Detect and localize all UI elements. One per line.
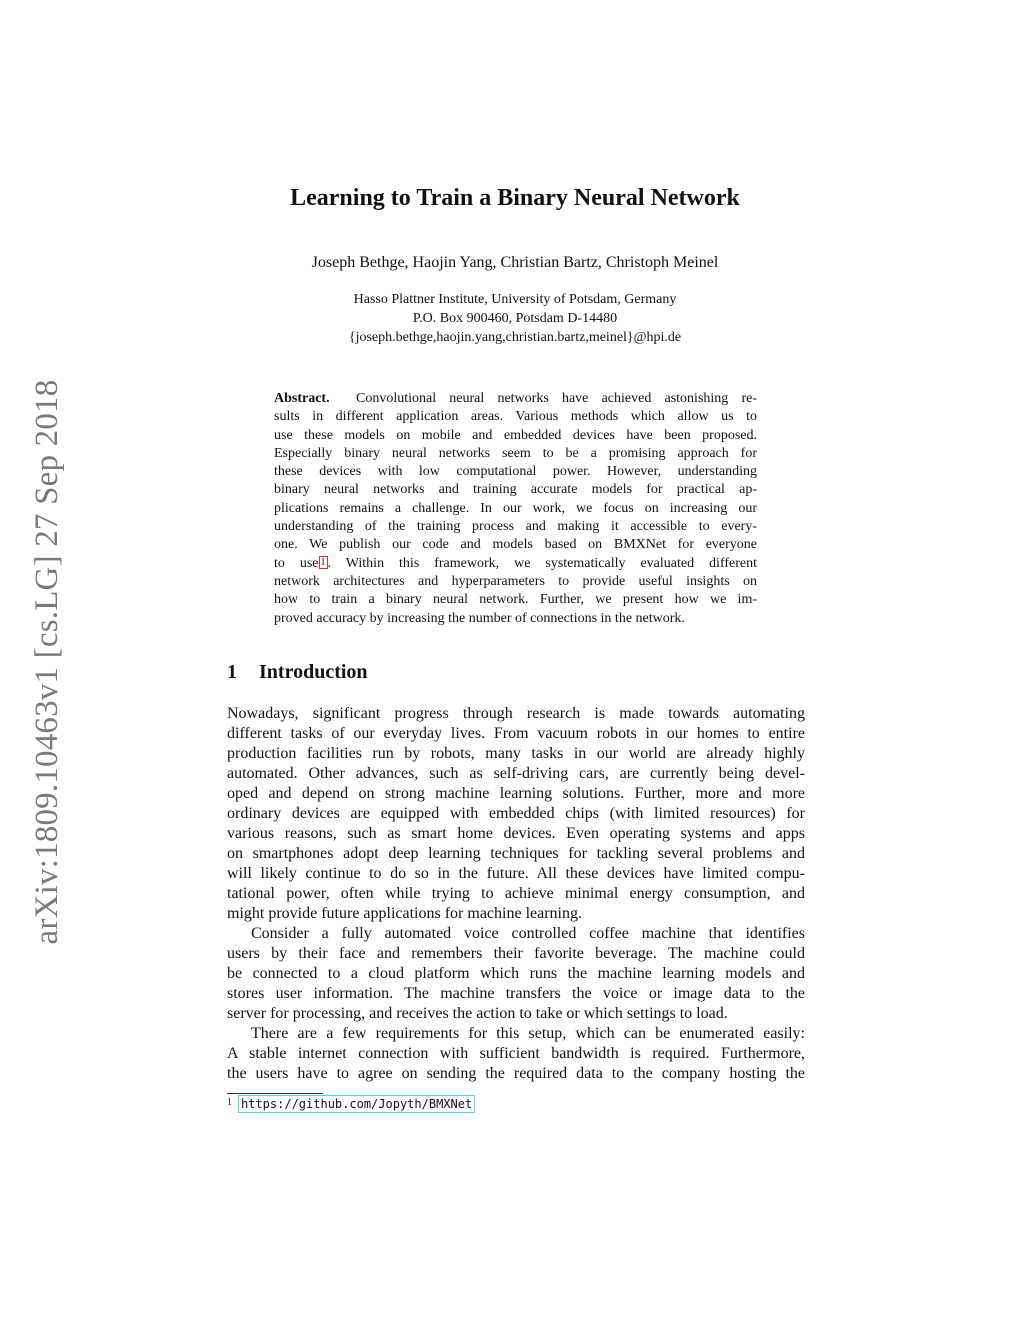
abstract-line: use these models on mobile and embedded devices have been proposed.	[274, 427, 757, 443]
abstract-line: binary neural networks and training accurate models for practical ap-	[274, 482, 757, 498]
abstract-line: understanding of the training process and making it accessible to every-	[274, 519, 757, 535]
body-line: There are a few requirements for this setup, which can be enumerated easily:	[251, 1025, 805, 1042]
section-number: 1	[227, 661, 237, 683]
body-line: stores user information. The machine transfers the voice or image data to the	[227, 985, 805, 1002]
body-line: A stable internet connection with sufficient bandwidth is required. Furthermore,	[227, 1045, 805, 1062]
footnote	[227, 1097, 475, 1112]
body-line: might provide future applications for machine learning.	[227, 905, 582, 922]
body-line: be connected to a cloud platform which runs the machine learning models and	[227, 965, 805, 982]
arxiv-identifier-stamp: arXiv:1809.10463v1 [cs.LG] 27 Sep 2018	[28, 379, 65, 945]
section-heading	[227, 661, 368, 684]
section-title: Introduction	[259, 661, 368, 683]
institute-line: Hasso Plattner Institute, University of Potsdam, Germany	[353, 292, 677, 307]
address-line: P.O. Box 900460, Potsdam D-14480	[412, 311, 618, 326]
body-line: users by their face and remembers their favorite beverage. The machine could	[227, 945, 805, 962]
footnote-ref-link[interactable]: 1	[320, 556, 326, 568]
abstract-line: Especially binary neural networks seem to be a promising approach for	[274, 445, 757, 461]
body-line: Consider a fully automated voice controlled coffee machine that identifies	[251, 925, 805, 942]
abstract-line: sults in different application areas. Various methods which allow us to	[274, 409, 757, 425]
affiliation-block	[0, 290, 1024, 347]
abstract-line: how to train a binary neural network. Further, we present how we im-	[274, 592, 757, 608]
emails-line[interactable]: {joseph.bethge,haojin.yang,christian.bartz,meinel}@hpi.de	[348, 330, 682, 345]
body-line: production facilities run by robots, many tasks in our world are already highly	[227, 745, 805, 762]
footnote-url-link[interactable]: https://github.com/Jopyth/BMXNet	[238, 1095, 475, 1113]
abstract-line: one. We publish our code and models based on BMXNet for everyone	[274, 537, 757, 553]
abstract	[274, 390, 757, 628]
body-line: oped and depend on strong machine learning solutions. Further, more and more	[227, 785, 805, 802]
abstract-line: network architectures and hyperparameters to provide useful insights on	[274, 573, 757, 589]
abstract-line: plications remains a challenge. In our work, we focus on increasing our	[274, 500, 757, 516]
body-line: ordinary devices are equipped with embedded chips (with limited resources) for	[227, 805, 805, 822]
body-line: automated. Other advances, such as self-driving cars, are currently being devel-	[227, 765, 805, 782]
author-list: Joseph Bethge, Haojin Yang, Christian Bartz, Christoph Meinel	[311, 254, 719, 271]
paper-title: Learning to Train a Binary Neural Network	[290, 185, 740, 211]
abstract-line: proved accuracy by increasing the number of connections in the network.	[274, 610, 685, 626]
abstract-line: to use 1 . Within this framework, we systematically evaluated different	[274, 555, 757, 571]
body-text	[227, 704, 805, 1084]
body-line: tational power, often while trying to achieve minimal energy consumption, and	[227, 885, 805, 902]
body-line: the users have to agree on sending the required data to the company hosting the	[227, 1065, 805, 1082]
body-line: will likely continue to do so in the future. All these devices have limited compu-	[227, 865, 805, 882]
body-line: different tasks of our everyday lives. From vacuum robots in our homes to entire	[227, 725, 805, 742]
footnote-rule	[227, 1093, 323, 1094]
abstract-label: Abstract.	[274, 391, 330, 406]
body-line: various reasons, such as smart home devices. Even operating systems and apps	[227, 825, 805, 842]
abstract-line: these devices with low computational power. However, understanding	[274, 464, 757, 480]
body-line: on smartphones adopt deep learning techniques for tackling several problems and	[227, 845, 805, 862]
abstract-line: Abstract. Convolutional neural networks have achieved astonishing re-	[274, 391, 758, 406]
body-line: server for processing, and receives the action to take or which settings to load.	[227, 1005, 728, 1022]
body-line: Nowadays, significant progress through research is made towards automating	[227, 705, 805, 722]
footnote-mark: 1	[227, 1097, 232, 1108]
